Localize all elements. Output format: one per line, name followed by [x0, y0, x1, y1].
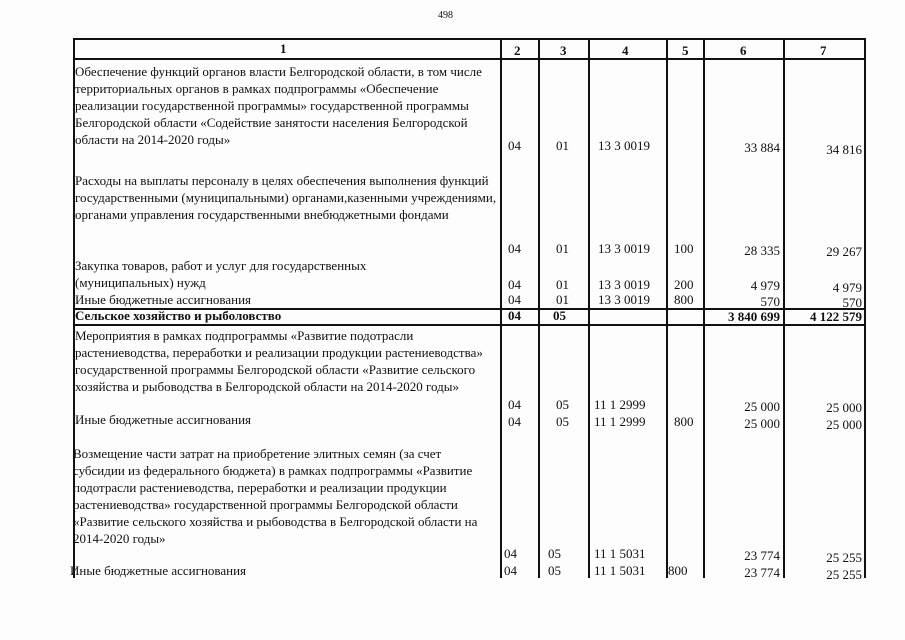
row-subsection-code: 01 — [556, 241, 569, 256]
row-description: Иные бюджетные ассигнования — [70, 563, 247, 578]
row-target-code: 11 1 5031 — [594, 546, 646, 561]
row-section-code: 04 — [508, 277, 521, 292]
section-title: Сельское хозяйство и рыболовство — [75, 308, 282, 323]
row-section-code: 04 — [508, 397, 521, 412]
header-col-4: 4 — [622, 43, 629, 58]
row-section-code: 04 — [508, 414, 521, 429]
row-amount-2015: 4 979 — [750, 278, 780, 293]
row-description: Обеспечение функций органов власти Белгородской области, в том числе территориальных органов в рамках подпрограммы «Обеспечение реализации государственной программы» государственной программы Белгородской области «Содействие занятости населения Белгородской области на 2014-2020 годы» — [75, 64, 482, 147]
row-section-code: 04 — [508, 138, 521, 153]
row-description: Расходы на выплаты персоналу в целях обеспечения выполнения функций государственными (муниципальными) органами,казенными учреждениями, органами управления государственными внебюджетными фондами — [75, 173, 497, 222]
row-target-code: 13 3 0019 — [598, 292, 650, 307]
row-target-code: 11 1 2999 — [594, 414, 646, 429]
row-subsection-code: 01 — [556, 138, 569, 153]
row-target-code: 13 3 0019 — [598, 277, 650, 292]
page-number: 498 — [438, 10, 453, 21]
row-expense-type: 200 — [674, 277, 694, 292]
row-amount-2016: 29 267 — [826, 244, 862, 259]
header-col-7: 7 — [820, 43, 827, 58]
row-description: Мероприятия в рамках подпрограммы «Развитие подотрасли растениеводства, переработки и реализации продукции растениеводства» государственной программы Белгородской области «Развитие сельского хозяйства и рыбоводства в Белгородской области на 2014-2020 годы» — [75, 328, 483, 394]
row-amount-2015: 3 840 699 — [728, 309, 780, 324]
row-target-code: 11 1 2999 — [594, 397, 646, 412]
row-description: Иные бюджетные ассигнования — [75, 292, 252, 307]
row-expense-type: 800 — [668, 563, 688, 578]
row-description: Иные бюджетные ассигнования — [75, 412, 252, 427]
row-amount-2015: 33 884 — [744, 140, 780, 155]
row-amount-2016: 570 — [842, 295, 862, 310]
row-amount-2016: 25 000 — [826, 400, 862, 415]
row-subsection-code: 05 — [556, 414, 569, 429]
row-section-code: 04 — [504, 546, 517, 561]
row-amount-2015: 28 335 — [744, 243, 780, 258]
row-amount-2016: 25 000 — [826, 417, 862, 432]
row-subsection-code: 05 — [548, 563, 561, 578]
row-amount-2015: 23 774 — [744, 565, 780, 580]
row-amount-2015: 570 — [760, 294, 780, 309]
row-subsection-code: 01 — [556, 277, 569, 292]
header-col-3: 3 — [560, 43, 567, 58]
row-subsection-code: 05 — [556, 397, 569, 412]
row-amount-2016: 34 816 — [826, 142, 862, 157]
row-amount-2015: 25 000 — [744, 416, 780, 431]
row-description: Закупка товаров, работ и услуг для государственных (муниципальных) нужд — [75, 258, 367, 290]
row-subsection-code: 05 — [548, 546, 561, 561]
row-target-code: 11 1 5031 — [594, 563, 646, 578]
row-subsection-code: 05 — [553, 308, 566, 323]
row-expense-type: 800 — [674, 414, 694, 429]
header-col-1: 1 — [280, 41, 287, 56]
row-expense-type: 800 — [674, 292, 694, 307]
row-subsection-code: 01 — [556, 292, 569, 307]
row-target-code: 13 3 0019 — [598, 138, 650, 153]
row-amount-2015: 23 774 — [744, 548, 780, 563]
row-section-code: 04 — [508, 241, 521, 256]
header-col-2: 2 — [514, 43, 521, 58]
row-section-code: 04 — [504, 563, 517, 578]
row-amount-2016: 4 979 — [832, 280, 862, 295]
header-col-6: 6 — [740, 43, 747, 58]
row-section-code: 04 — [508, 292, 521, 307]
row-expense-type: 100 — [674, 241, 694, 256]
row-amount-2016: 4 122 579 — [810, 309, 862, 324]
row-amount-2016: 25 255 — [826, 550, 862, 565]
row-target-code: 13 3 0019 — [598, 241, 650, 256]
row-section-code: 04 — [508, 308, 521, 323]
row-amount-2016: 25 255 — [826, 567, 862, 582]
row-amount-2015: 25 000 — [744, 399, 780, 414]
header-col-5: 5 — [682, 43, 689, 58]
row-description: Возмещение части затрат на приобретение элитных семян (за счет субсидии из федерального бюджета) в рамках подпрограммы «Развитие подотрасли растениеводства, переработки и реализации продукции растениеводства» государственной программы Белгородской области «Развитие сельского хозяйства и рыбоводства в Белгородской области на 2014-2020 годы» — [73, 446, 478, 546]
